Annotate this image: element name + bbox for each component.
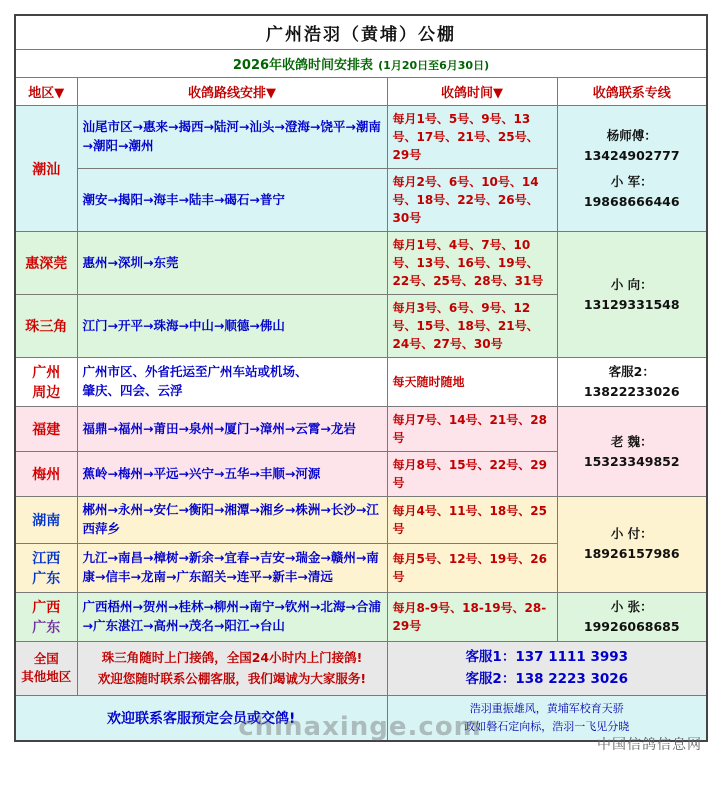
time-cell: 每月1号、4号、7号、10号、13号、16号、19号、22号、25号、28号、31号 [387, 232, 557, 295]
contact-phone: 15323349852 [583, 453, 680, 469]
watermark: chinaxinge.com [238, 712, 482, 742]
region-label-line2: 广东 [32, 619, 61, 636]
time-cell: 每月2号、6号、10号、14号、18号、22号、26号、30号 [387, 169, 557, 232]
title-row [15, 15, 707, 50]
column-header-region[interactable]: 地区▼ [15, 78, 77, 106]
contact-phone: 13822233026 [583, 384, 680, 399]
contact-name: 杨师傅： [606, 127, 657, 143]
route-cell: 潮安→揭阳→海丰→陆丰→碣石→普宁 [77, 169, 387, 232]
table-row [15, 358, 707, 407]
route-cell: 广西梧州→贺州→桂林→柳州→南宁→钦州→北海→合浦→广东湛江→高州→茂名→阳江→台山 [77, 592, 387, 641]
contact-cell-fujian-meizhou [557, 407, 707, 497]
subtitle-row [15, 50, 707, 78]
contact-name: 小 向： [610, 276, 653, 292]
slogan-line-2: 政如磐石定向标，浩羽一飞见分晓 [464, 719, 630, 733]
customer-service-1[interactable]: 客服1：137 1111 3993 [465, 648, 629, 665]
table-row [15, 592, 707, 641]
column-header-route[interactable]: 收鸽路线安排▼ [77, 78, 387, 106]
column-header-contact: 收鸽联系专线 [557, 78, 707, 106]
route-line-2: 肇庆、四会、云浮 [82, 383, 183, 398]
route-cell: 江门→开平→珠海→中山→顺德→佛山 [77, 295, 387, 358]
time-cell: 每月7号、14号、21号、28号 [387, 407, 557, 452]
subtitle-main: 2026年收鸽时间安排表 [232, 58, 374, 73]
contact-phone: 13424902777 [583, 147, 680, 163]
contact-name: 老 魏： [610, 433, 653, 449]
route-cell: 蕉岭→梅州→平远→兴宁→五华→丰顺→河源 [77, 452, 387, 497]
footer-note-line2: 欢迎您随时联系公棚客服，我们竭诚为大家服务! [97, 671, 367, 687]
contact-phone: 18926157986 [583, 546, 680, 562]
time-cell: 每天随时随地 [387, 358, 557, 407]
page-title-cell [15, 15, 707, 50]
subtitle-sub: (1月20日至6月30日) [378, 59, 490, 72]
time-cell: 每月3号、6号、9号、12号、15号、18号、21号、24号、27号、30号 [387, 295, 557, 358]
table-row [15, 106, 707, 169]
brand-label: 中国信鸽信息网 [597, 737, 702, 753]
time-cell: 每月5号、12号、19号、26号 [387, 543, 557, 592]
region-national-other [15, 641, 77, 696]
footer-label-line1: 全国 [33, 650, 59, 666]
region-label: 潮汕 [32, 161, 61, 178]
region-label: 湖南 [32, 512, 61, 529]
contact-name: 小 张： [610, 598, 653, 614]
region-chaoshan [15, 106, 77, 232]
table-row [15, 232, 707, 295]
table-row [15, 407, 707, 452]
route-cell [77, 358, 387, 407]
subtitle-cell [15, 50, 707, 78]
customer-service-2[interactable]: 客服2：138 2223 3026 [465, 671, 629, 688]
footer-note-cell [77, 641, 387, 696]
contact-cell-zhusanjiao [557, 232, 707, 358]
time-cell: 每月8-9号、18-19号、28-29号 [387, 592, 557, 641]
bottom-invite-text: 欢迎联系客服预定会员或交鸽! [15, 696, 387, 741]
contact-name: 小 付： [610, 526, 653, 542]
route-cell: 郴州→永州→安仁→衡阳→湘潭→湘乡→株洲→长沙→江西萍乡 [77, 497, 387, 544]
footer-note-line1: 珠三角随时上门接鸽，全国24小时内上门接鸽! [101, 649, 363, 665]
region-jiangxi-guangdong [15, 543, 77, 592]
region-label: 惠深莞 [25, 256, 68, 272]
footer-service-cell [387, 641, 707, 696]
time-cell: 每月8号、15号、22号、29号 [387, 452, 557, 497]
region-label-line1: 广西 [32, 599, 61, 616]
contact-phone: 13129331548 [583, 296, 680, 312]
region-guangxi-guangdong [15, 592, 77, 641]
route-cell: 汕尾市区→惠来→揭西→陆河→汕头→澄海→饶平→潮南→潮阳→潮州 [77, 106, 387, 169]
region-zhusanjiao [15, 295, 77, 358]
route-cell: 惠州→深圳→东莞 [77, 232, 387, 295]
contact-cell-guangzhou [557, 358, 707, 407]
contact-cell-guangxi [557, 592, 707, 641]
region-label: 福建 [32, 422, 61, 438]
contact-cell-hunan-jiangxi [557, 497, 707, 593]
column-header-row [15, 78, 707, 106]
region-label-line1: 广州 [32, 365, 61, 381]
region-huishenguan [15, 232, 77, 295]
route-cell: 福鼎→福州→莆田→泉州→厦门→漳州→云霄→龙岩 [77, 407, 387, 452]
route-line-1: 广州市区、外省托运至广州车站或机场、 [82, 364, 308, 380]
region-label-line2: 广东 [32, 570, 61, 587]
contact-phone: 19926068685 [583, 618, 680, 634]
time-cell: 每月1号、5号、9号、13号、17号、21号、25号、29号 [387, 106, 557, 169]
region-label: 珠三角 [25, 319, 68, 335]
slogan-line-1: 浩羽重振雄风，黄埔军校育天骄 [469, 702, 624, 716]
contact-phone-2: 19868666446 [583, 193, 680, 209]
page-title: 广州浩羽（黄埔）公棚 [266, 25, 456, 45]
time-cell: 每月4号、11号、18号、25号 [387, 497, 557, 544]
footer-label-line2: 其他地区 [21, 669, 72, 685]
region-guangzhou-zhoubian [15, 358, 77, 407]
region-fujian [15, 407, 77, 452]
footer-row [15, 641, 707, 696]
region-label-line2: 周边 [32, 385, 61, 401]
contact-name: 客服2： [608, 364, 655, 379]
route-cell: 九江→南昌→樟树→新余→宜春→吉安→瑞金→赣州→南康→信丰→龙南→广东韶关→连平→新丰→清远 [77, 543, 387, 592]
contact-name-2: 小 军： [610, 173, 653, 189]
schedule-table [14, 14, 708, 742]
contact-cell-chaoshan [557, 106, 707, 232]
region-meizhou [15, 452, 77, 497]
column-header-time[interactable]: 收鸽时间▼ [387, 78, 557, 106]
table-row [15, 497, 707, 544]
region-label-line1: 江西 [32, 550, 61, 567]
region-hunan [15, 497, 77, 544]
region-label: 梅州 [32, 467, 61, 483]
